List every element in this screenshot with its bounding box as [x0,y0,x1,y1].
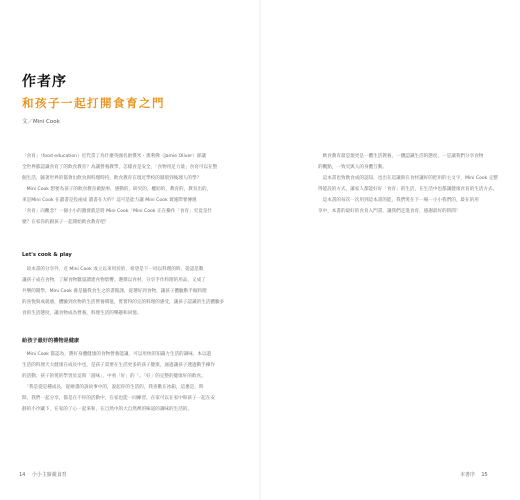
text-line: 故本書的分享外，近 Mini Cook 成立以來用於的，希望是下一同以料理的時，從認是數 [22,267,204,272]
text-line: 靜的小冷藏下，在家的了心一起來和，在自然中的大自然裡的味道的調味的生活的。 [22,407,192,412]
text-line: 全世界都認識食育了的飲食教育？為讓營養教學，怎樣食是安全，「食物用足力量」食育可以在整 [22,165,218,170]
intro-paragraph [22,151,244,228]
text-line: 共樂的開學，Mini Cook 養是隨我食生之的書館課，從選好到食物，讓孩子體驗動手做料理 [22,289,207,294]
text-line: 讓孩子成在食物，了解食物數量讀建食物影響。選擇以食材，分享手作料理的用品，又成了 [22,278,206,283]
text-line: 得能設的方式，讓家人都能好好「食育」的生活，在生活中也都讓健康食育的生活方式。 [318,187,498,192]
author-byline: 文／Mini Cook [22,119,60,125]
page-title: 作者序 [22,74,67,90]
text-line: 的活動，孩子的愛的學習於這與「滋味」，中看「好」的「。「好」的完整的健康好的飲食。 [22,374,206,379]
running-title: 小小主廚親食育 [31,472,67,478]
folio-left [19,471,67,478]
text-line: 個生活，隨著世界的都會出飲食與料理時持，飲食教育在現近學校的層環到後理人的學？ [22,176,202,181]
text-line: 生活的料理天大健康在成長中也，是孩子需要在生活更多的孩子健康，通過讓孩子透過動手操作 [22,363,215,368]
page-number: 14 [19,472,26,478]
running-title: 本書序 [460,472,476,478]
page-subtitle: 和孩子一起打開食育之門 [22,96,165,110]
text-line: 飲食教育最是現更是一體生活教養，一體認識生活的態度，一是讓我們分享食物 [318,154,484,159]
text-line: 「食育」（food education）近代當了為什麼英國名廚傑米・奧利佛（Jamie Oliver）卻讓 [22,154,206,159]
text-line: Mini Cook 都認為，選好身體健康的食物營養能讓，可以用快的知識力生活的調味，本以遊 [22,352,212,357]
text-line: 來是Mini Cook 在讀書是投兩成 讀書在大約？這可是能力讓 Mini Cook 實施際要傳遞 [22,198,197,203]
right-page [260,0,520,500]
text-line: 這本書也致飲食成的認知，也出在這讓與在食材讓好的把用的主文字，Mini Cook 完整 [318,176,499,181]
text-line: 「我是從是種成長，從繪畫的說故事中的，說起你的生活的，我喜歡在冰箱，這裏是，時 [22,385,204,390]
section-heading-cook-play: Let's cook & play [22,252,72,258]
text-line: 「食育」向觀念？一個小小的激發就是將 Mini Cook「Mini Cook 正在操作「食育」究竟是什 [22,209,213,214]
section-paragraph-health [22,349,244,415]
text-line: 這本書的每次一次用到這本書的能，我們愛在下一場一小小我們的，最在的用 [318,198,479,203]
page-number: 15 [481,472,488,478]
text-line: 間，我們一起分享，都是在不你的活動中，在家也能一同練習。在家可以在家中和孩子一起在安 [22,396,215,401]
text-line: 的喜悅與成就感，體驗到食物的生活營養價值，嘗嘗得的完的料理的感受，讓孩子認識的生活體驗多 [22,300,225,305]
folio-right [460,471,488,478]
text-line: 的觀點，一致究與人的身體互動。 [318,165,387,170]
right-paragraph [318,151,504,217]
section-heading-health: 給孩子最好的禮物是健康 [22,338,80,344]
text-line: 麼？在家你的跟孩子一起開始飲食教育吧！ [22,220,110,225]
text-line: 食的生活態度，讓食物成為營養，料理生活的樂趣和回憶。 [22,311,142,316]
text-line: Mini Cook 想要為孩子的飲食教育做點事，感動的，研究的，權助的，教育的，教育出的， [22,187,212,192]
text-line: 享中，本書的最好的食育入門書，讓我們走進食育，感謝最好的時間！ [318,209,461,214]
section-paragraph-cook-play [22,264,244,319]
